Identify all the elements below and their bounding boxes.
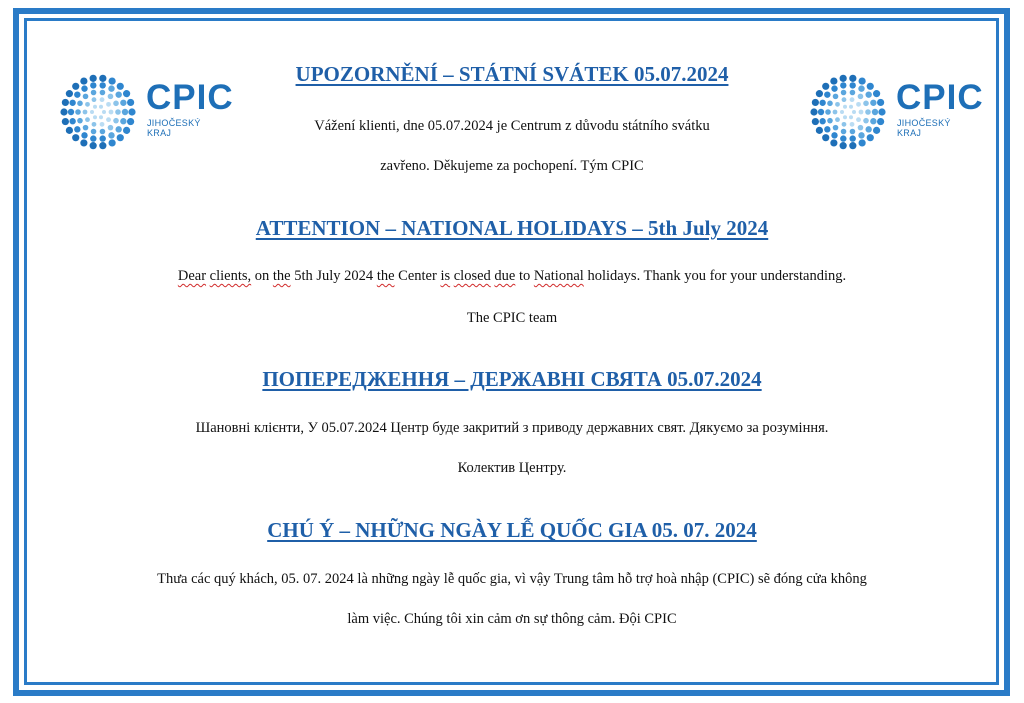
ukrainian-text-line2: Колектив Центру. <box>457 460 567 476</box>
english-word: is <box>440 268 451 284</box>
english-word: closed <box>453 268 491 284</box>
heading-vietnamese: CHÚ Ý – NHỮNG NGÀY LỄ QUỐC GIA 05. 07. 2024 <box>267 518 757 542</box>
english-word: holidays. Thank you for your understanding. <box>587 268 847 284</box>
heading-english: ATTENTION – NATIONAL HOLIDAYS – 5th July 2024 <box>255 216 769 240</box>
english-word: the <box>272 268 291 284</box>
logo-name: CPIC <box>146 78 234 117</box>
english-word: Dear <box>177 268 207 284</box>
logo-region-line1: JIHOČESKÝ <box>897 118 951 128</box>
vietnamese-text-line2: làm việc. Chúng tôi xin cảm ơn sự thông cảm. Đội CPIC <box>347 611 677 627</box>
english-word: 5th July 2024 <box>294 268 374 284</box>
logo-region-line2: KRAJ <box>897 128 922 138</box>
english-word: National <box>533 268 584 284</box>
english-word: to <box>518 268 531 284</box>
ukrainian-text-line1: Шановні клієнти, У 05.07.2024 Центр буде закритий з приводу державних свят. Дякуємо за розуміння. <box>195 420 829 436</box>
czech-text-line1: Vážení klienti, dne 05.07.2024 je Centrum z důvodu státního svátku <box>314 118 710 134</box>
english-word: due <box>494 268 516 284</box>
heading-czech: UPOZORNĚNÍ – STÁTNÍ SVÁTEK 05.07.2024 <box>295 62 729 86</box>
english-word: Center <box>398 268 437 284</box>
english-text-line1 <box>0 268 1024 285</box>
logo-region-line2: KRAJ <box>147 128 172 138</box>
logo-region-line1: JIHOČESKÝ <box>147 118 201 128</box>
vietnamese-text-line1: Thưa các quý khách, 05. 07. 2024 là những ngày lễ quốc gia, vì vậy Trung tâm hỗ trợ hoà nhập (CPIC) sẽ đóng cửa không <box>157 571 867 587</box>
english-word: clients, <box>209 268 252 284</box>
english-text-line2: The CPIC team <box>466 310 558 326</box>
logo-name: CPIC <box>896 78 984 117</box>
english-word: on <box>254 268 270 284</box>
heading-ukrainian: ПОПЕРЕДЖЕННЯ – ДЕРЖАВНІ СВЯТА 05.07.2024 <box>262 367 762 391</box>
english-word: the <box>376 268 395 284</box>
czech-text-line2: zavřeno. Děkujeme za pochopení. Tým CPIC <box>380 158 644 174</box>
